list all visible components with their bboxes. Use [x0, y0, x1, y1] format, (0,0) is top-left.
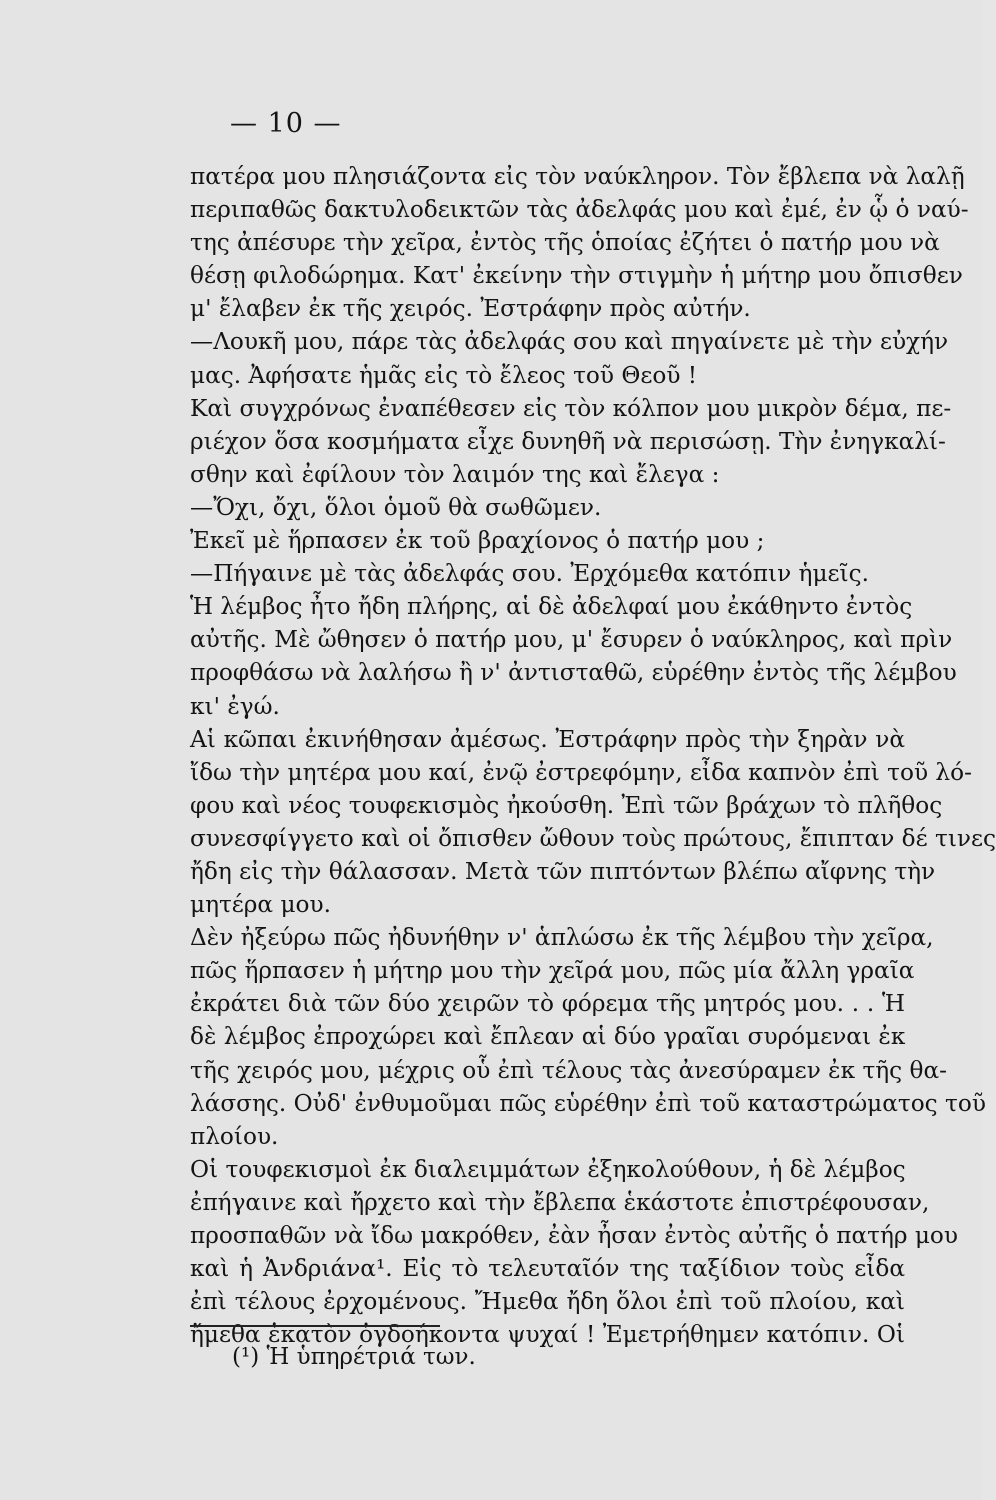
footnote: (¹) Ἡ ὑπηρέτριά των.: [232, 1344, 476, 1370]
text-line: της ἀπέσυρε τὴν χεῖρα, ἐντὸς τῆς ὁποίας ἐζήτει ὁ πατήρ μου νὰ: [190, 229, 940, 257]
text-line: Καὶ συγχρόνως ἐναπέθεσεν εἰς τὸν κόλπον μου μικρὸν δέμα, πε-: [190, 394, 952, 422]
text-line: πατέρα μου πλησιάζοντα εἰς τὸν ναύκληρον. Τὸν ἔβλεπα νὰ λαλῇ: [190, 163, 965, 190]
text-line: πλοίου.: [190, 1122, 279, 1150]
text-line: αὐτῆς. Μὲ ὤθησεν ὁ πατήρ μου, μ' ἔσυρεν ὁ ναύκληρος, καὶ πρὶν: [190, 626, 953, 654]
text-line: φου καὶ νέος τουφεκισμὸς ἠκούσθη. Ἐπὶ τῶν βράχων τὸ πλῆθος: [190, 791, 943, 819]
text-line: σθην καὶ ἐφίλουν τὸν λαιμόν της καὶ ἔλεγα :: [190, 460, 720, 488]
text-line: —Ὄχι, ὄχι, ὅλοι ὁμοῦ θὰ σωθῶμεν.: [190, 493, 602, 521]
text-line: ἐπὶ τέλους ἐρχομένους. Ἤμεθα ἤδη ὅλοι ἐπὶ τοῦ πλοίου, καὶ: [190, 1288, 905, 1316]
text-line: μητέρα μου.: [190, 891, 331, 919]
text-line: θέσῃ φιλοδώρημα. Κατ' ἐκείνην τὴν στιγμὴν ἡ μήτηρ μου ὄπισθεν: [190, 262, 963, 290]
text-line: Οἱ τουφεκισμοὶ ἐκ διαλειμμάτων ἐξηκολούθουν, ἡ δὲ λέμβος: [190, 1155, 906, 1183]
body-text: [190, 160, 996, 1351]
text-line: ριέχον ὅσα κοσμήματα εἶχε δυνηθῆ νὰ περισώσῃ. Τὴν ἐνηγκαλί-: [190, 427, 946, 455]
text-line: δὲ λέμβος ἐπροχώρει καὶ ἔπλεαν αἱ δύο γραῖαι συρόμεναι ἐκ: [190, 1023, 906, 1051]
footnote-divider: [190, 1325, 440, 1327]
text-line: προφθάσω νὰ λαλήσω ἢ ν' ἀντισταθῶ, εὑρέθην ἐντὸς τῆς λέμβου: [190, 659, 957, 687]
text-line: ἐπήγαινε καὶ ἤρχετο καὶ τὴν ἔβλεπα ἑκάστοτε ἐπιστρέφουσαν,: [190, 1188, 930, 1216]
text-line: συνεσφίγγετο καὶ οἱ ὄπισθεν ὤθουν τοὺς πρώτους, ἔπιπταν δέ τινες: [190, 824, 996, 852]
text-line: κι' ἐγώ.: [190, 692, 280, 720]
text-line: —Πήγαινε μὲ τὰς ἀδελφάς σου. Ἐρχόμεθα κατόπιν ἡμεῖς.: [190, 560, 869, 588]
text-line: λάσσης. Οὐδ' ἐνθυμοῦμαι πῶς εὑρέθην ἐπὶ τοῦ καταστρώματος τοῦ: [190, 1089, 986, 1117]
text-line: —Λουκῆ μου, πάρε τὰς ἀδελφάς σου καὶ πηγαίνετε μὲ τὴν εὐχήν: [190, 328, 949, 356]
text-line: προσπαθῶν νὰ ἴδω μακρόθεν, ἐὰν ἦσαν ἐντὸς αὐτῆς ὁ πατήρ μου: [190, 1222, 958, 1249]
text-line: μ' ἔλαβεν ἐκ τῆς χειρός. Ἐστράφην πρὸς αὐτήν.: [190, 295, 751, 323]
text-line: ἐκράτει διὰ τῶν δύο χειρῶν τὸ φόρεμα τῆς μητρός μου. . . Ἡ: [190, 990, 905, 1018]
text-line: πῶς ἥρπασεν ἡ μήτηρ μου τὴν χεῖρά μου, πῶς μία ἄλλη γραῖα: [190, 957, 915, 985]
text-line: περιπαθῶς δακτυλοδεικτῶν τὰς ἀδελφάς μου καὶ ἐμέ, ἐν ᾧ ὁ ναύ-: [190, 196, 969, 224]
text-line: μας. Ἀφήσατε ἡμᾶς εἰς τὸ ἔλεος τοῦ Θεοῦ !: [190, 361, 698, 389]
text-line: Αἱ κῶπαι ἐκινήθησαν ἀμέσως. Ἐστράφην πρὸς τὴν ξηρὰν νὰ: [190, 725, 905, 753]
text-line: Ἐκεῖ μὲ ἥρπασεν ἐκ τοῦ βραχίονος ὁ πατήρ μου ;: [190, 527, 765, 555]
page-number: — 10 —: [230, 108, 342, 139]
text-line: Ἡ λέμβος ἦτο ἤδη πλήρης, αἱ δὲ ἀδελφαί μου ἐκάθηντο ἐντὸς: [190, 593, 913, 621]
text-line: τῆς χειρός μου, μέχρις οὗ ἐπὶ τέλους τὰς ἀνεσύραμεν ἐκ τῆς θα-: [190, 1056, 947, 1084]
text-line: Δὲν ἠξεύρω πῶς ἠδυνήθην ν' ἁπλώσω ἐκ τῆς λέμβου τὴν χεῖρα,: [190, 924, 934, 952]
text-line: ἤμεθα ἑκατὸν ὀγδοήκοντα ψυχαί ! Ἐμετρήθημεν κατόπιν. Οἱ: [190, 1321, 905, 1349]
text-line: καὶ ἡ Ἀνδριάνα¹. Εἰς τὸ τελευταῖόν της ταξίδιον τοὺς εἶδα: [190, 1255, 905, 1283]
text-line: ἴδω τὴν μητέρα μου καί, ἐνῷ ἐστρεφόμην, εἶδα καπνὸν ἐπὶ τοῦ λό-: [190, 758, 972, 786]
text-line: ἤδη εἰς τὴν θάλασσαν. Μετὰ τῶν πιπτόντων βλέπω αἴφνης τὴν: [190, 857, 936, 885]
